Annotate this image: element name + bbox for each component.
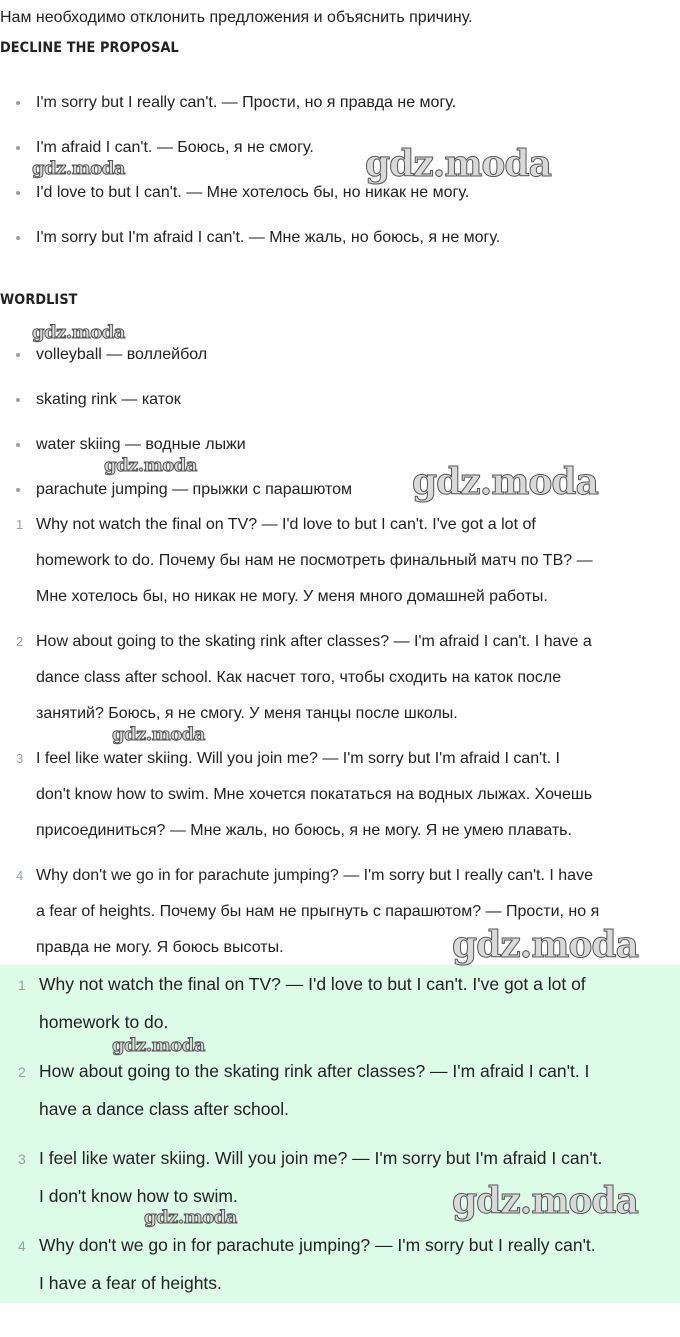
- item-number: 1: [16, 517, 24, 532]
- text-line: I don't know how to swim.: [39, 1186, 238, 1206]
- bullet-icon: [16, 191, 20, 195]
- item-number: 2: [18, 1064, 26, 1080]
- watermark: gdz.moda: [112, 1035, 205, 1056]
- text-line: Why don't we go in for parachute jumping? — I'm sorry but I really can't. I have: [36, 867, 593, 884]
- text-line: I feel like water skiing. Will you join me? — I'm sorry but I'm afraid I can't.: [39, 1148, 603, 1168]
- watermark: gdz.moda: [32, 322, 125, 343]
- wordlist-heading: WORDLIST: [0, 292, 78, 308]
- text-line: Why not watch the final on TV? — I'd love to but I can't. I've got a lot of: [36, 516, 536, 533]
- text-line: правда не могу. Я боюсь высоты.: [36, 939, 284, 956]
- text-line: занятий? Боюсь, я не смогу. У меня танцы после школы.: [36, 705, 458, 722]
- text-line: Мне хотелось бы, но никак не могу. У меня много домашней работы.: [36, 588, 548, 605]
- item-number: 3: [18, 1151, 26, 1167]
- watermark: gdz.moda: [104, 455, 197, 476]
- text-line: don't know how to swim. Мне хочется покататься на водных лыжах. Хочешь: [36, 786, 593, 803]
- bullet-icon: [16, 101, 20, 105]
- watermark: gdz.moda: [452, 924, 638, 966]
- watermark: gdz.moda: [365, 143, 551, 185]
- text-line: homework to do.: [39, 1012, 169, 1032]
- bullet-icon: [16, 236, 20, 240]
- text-line: I feel like water skiing. Will you join me? — I'm sorry but I'm afraid I can't. I: [36, 750, 560, 767]
- text-line: dance class after school. Как насчет того, чтобы сходить на каток после: [36, 669, 562, 686]
- text-line: Why not watch the final on TV? — I'd love to but I can't. I've got a lot of: [39, 974, 586, 994]
- text-line: How about going to the skating rink after classes? — I'm afraid I can't. I: [39, 1061, 590, 1081]
- item-number: 4: [18, 1238, 26, 1254]
- watermark: gdz.moda: [32, 158, 125, 179]
- watermark: gdz.moda: [412, 461, 598, 503]
- text-line: homework to do. Почему бы нам не посмотреть финальный матч по ТВ? —: [36, 552, 593, 569]
- text-line: I have a fear of heights.: [39, 1273, 222, 1293]
- text-line: присоединиться? — Мне жаль, но боюсь, я не могу. Я не умею плавать.: [36, 822, 572, 839]
- item-number: 1: [18, 977, 26, 993]
- bullet-icon: [16, 488, 20, 492]
- text-line: have a dance class after school.: [39, 1099, 290, 1119]
- text-line: a fear of heights. Почему бы нам не прыгнуть с парашютом? — Прости, но я: [36, 903, 600, 920]
- text-line: Why don't we go in for parachute jumping? — I'm sorry but I really can't.: [39, 1235, 596, 1255]
- item-number: 3: [16, 751, 24, 766]
- watermark: gdz.moda: [144, 1207, 237, 1228]
- bullet-icon: [16, 146, 20, 150]
- bullet-icon: [16, 443, 20, 447]
- bullet-icon: [16, 353, 20, 357]
- watermark: gdz.moda: [452, 1180, 638, 1222]
- item-number: 4: [16, 868, 24, 883]
- answer-box: [0, 965, 680, 1303]
- bullet-icon: [16, 398, 20, 402]
- intro-text: Нам необходимо отклонить предложения и объяснить причину.: [0, 9, 473, 26]
- decline-heading: DECLINE THE PROPOSAL: [0, 40, 179, 56]
- text-line: How about going to the skating rink after classes? — I'm afraid I can't. I have a: [36, 633, 592, 650]
- item-number: 2: [16, 634, 24, 649]
- watermark: gdz.moda: [112, 724, 205, 745]
